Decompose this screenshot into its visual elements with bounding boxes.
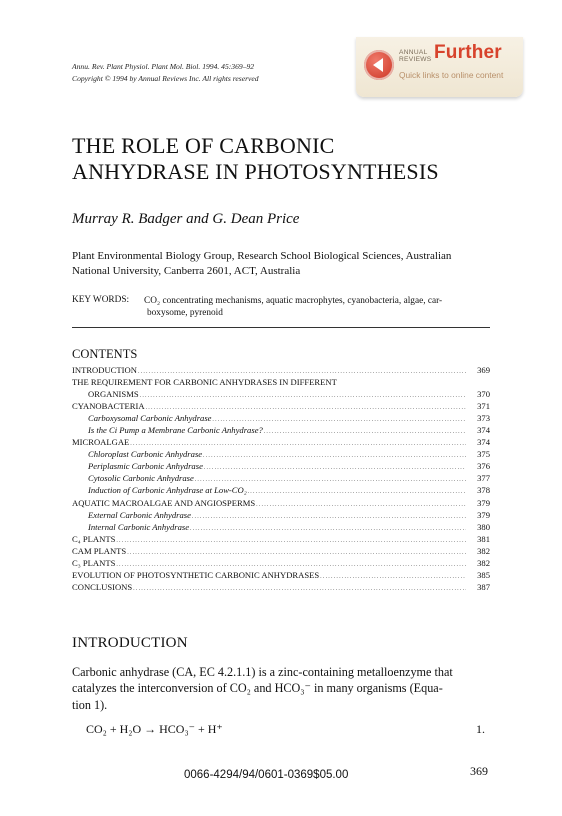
paragraph-line: Carbonic anhydrase (CA, EC 4.2.1.1) is a zinc-containing metalloenzyme that (72, 665, 453, 679)
authors: Murray R. Badger and G. Dean Price (72, 211, 300, 227)
toc-entry-label: CYANOBACTERIA (72, 401, 145, 412)
toc-leader-dots (247, 486, 466, 498)
introduction-heading: INTRODUCTION (72, 635, 188, 651)
toc-entry-label: Carboxysomal Carbonic Anhydrase (88, 413, 212, 424)
keywords-line: CO₂ concentrating mechanisms, aquatic macrophytes, cyanobacteria, algae, car- (144, 296, 443, 306)
keywords-label: KEY WORDS: (72, 295, 130, 305)
toc-leader-dots (263, 426, 466, 438)
play-arrow-icon (364, 50, 394, 80)
toc-entry-label: External Carbonic Anhydrase (88, 509, 191, 520)
toc-entry[interactable] (72, 533, 490, 545)
article-title-line: ANHYDRASE IN PHOTOSYNTHESIS (72, 159, 439, 184)
toc-entry-label: ORGANISMS (88, 389, 139, 400)
toc-entry-label: Periplasmic Carbonic Anhydrase (88, 461, 203, 472)
article-title-line: THE ROLE OF CARBONIC (72, 133, 335, 158)
toc-leader-dots (189, 523, 466, 535)
toc-entry-page: 371 (477, 401, 490, 412)
toc-entry-page: 376 (477, 461, 490, 472)
toc-entry-page: 377 (477, 473, 490, 484)
toc-leader-dots (202, 450, 466, 462)
toc-entry[interactable] (72, 364, 490, 376)
toc-entry-page: 379 (477, 497, 490, 508)
toc-entry[interactable] (72, 484, 490, 496)
equation-number: 1. (476, 722, 485, 736)
toc-entry-page: 380 (477, 521, 490, 532)
toc-entry-page: 370 (477, 389, 490, 400)
toc-entry-page: 378 (477, 485, 490, 496)
toc-leader-dots (319, 571, 466, 583)
toc-entry[interactable] (72, 436, 490, 448)
toc-entry-label: MICROALGAE (72, 437, 130, 448)
badge-publisher (399, 49, 432, 64)
keywords-line: boxysome, pyrenoid (147, 308, 223, 318)
toc-entry[interactable] (72, 521, 490, 533)
page-number: 369 (470, 764, 488, 778)
toc-entry-page: 382 (477, 545, 490, 556)
toc-entry[interactable] (72, 545, 490, 557)
annual-reviews-further-badge[interactable] (356, 37, 523, 97)
badge-reviews-text: REVIEWS (399, 56, 432, 64)
toc-leader-dots (115, 535, 466, 547)
section-divider (72, 327, 490, 328)
toc-entry-label: Induction of Carbonic Anhydrase at Low-CO₂ (88, 485, 247, 496)
toc-entry-page: 385 (477, 569, 490, 580)
toc-entry[interactable] (72, 400, 490, 412)
paragraph-line: catalyzes the interconversion of CO₂ and HCO₃⁻ in many organisms (Equa- (72, 681, 443, 696)
toc-entry-page: 369 (477, 365, 490, 375)
toc-entry-label: C₃ PLANTS (72, 557, 116, 568)
toc-entry[interactable] (72, 460, 490, 472)
toc-leader-dots (255, 499, 466, 511)
toc-entry-page: 379 (477, 509, 490, 520)
toc-entry[interactable] (72, 581, 490, 593)
article-title (72, 133, 439, 185)
toc-entry-page: 374 (477, 425, 490, 436)
toc-entry-label: INTRODUCTION (72, 365, 137, 375)
journal-citation-line: Annu. Rev. Plant Physiol. Plant Mol. Biol. 1994. 45:369–92 (72, 62, 255, 71)
toc-entry-label: Cytosolic Carbonic Anhydrase (88, 473, 194, 484)
badge-quick-links-text: Quick links to online content (399, 70, 504, 80)
toc-entry-page: 374 (477, 437, 490, 448)
toc-entry-label: Internal Carbonic Anhydrase (88, 521, 190, 532)
paragraph-line: tion 1). (72, 697, 108, 712)
toc-entry-label: CAM PLANTS (72, 545, 127, 556)
copyright-line: Copyright © 1994 by Annual Reviews Inc. All rights reserved (72, 73, 259, 83)
toc-entry-label: AQUATIC MACROALGAE AND ANGIOSPERMS (72, 497, 256, 508)
toc-leader-dots (139, 390, 466, 402)
toc-entry-label: THE REQUIREMENT FOR CARBONIC ANHYDRASES IN DIFFERENT (72, 377, 337, 388)
toc-entry-label: EVOLUTION OF PHOTOSYNTHETIC CARBONIC ANHYDRASES (72, 569, 320, 580)
toc-entry-label: Chloroplast Carbonic Anhydrase (88, 449, 203, 460)
toc-entry[interactable] (72, 509, 490, 521)
equation: CO₂ + H₂O → HCO₃⁻ + H⁺ (86, 722, 223, 736)
affiliation: Plant Environmental Biology Group, Research School Biological Sciences, Australian National University, Canberra 2601, ACT, Australia (72, 250, 452, 277)
introduction-paragraph (72, 664, 490, 713)
toc-leader-dots (132, 583, 466, 595)
table-of-contents (72, 364, 490, 593)
toc-leader-dots (203, 462, 466, 474)
toc-entry[interactable] (72, 497, 490, 509)
toc-entry-label: Is the Ci Pump a Membrane Carbonic Anhydrase? (88, 425, 263, 436)
toc-entry-label: CONCLUSIONS (72, 581, 133, 592)
toc-leader-dots (126, 547, 466, 559)
toc-entry[interactable] (72, 569, 490, 581)
price-code: 0066-4294/94/0601-0369$05.00 (184, 769, 349, 781)
badge-annual-text: ANNUAL (399, 49, 428, 56)
toc-entry-label: C₄ PLANTS (72, 533, 116, 544)
toc-entry[interactable] (72, 557, 490, 569)
contents-heading: CONTENTS (72, 347, 138, 361)
toc-entry[interactable] (72, 472, 490, 484)
toc-entry-page: 373 (477, 413, 490, 424)
toc-entry-page: 387 (477, 581, 490, 592)
badge-further-text: Further (434, 42, 502, 63)
toc-leader-dots (191, 511, 466, 523)
toc-entry-page: 382 (477, 557, 490, 568)
toc-entry[interactable] (72, 424, 490, 436)
toc-entry[interactable] (72, 412, 490, 424)
toc-entry[interactable] (72, 448, 490, 460)
journal-citation (72, 61, 259, 84)
keywords-text (144, 295, 490, 319)
toc-entry-page: 375 (477, 449, 490, 460)
toc-entry[interactable] (72, 388, 490, 400)
toc-entry-page: 381 (477, 533, 490, 544)
